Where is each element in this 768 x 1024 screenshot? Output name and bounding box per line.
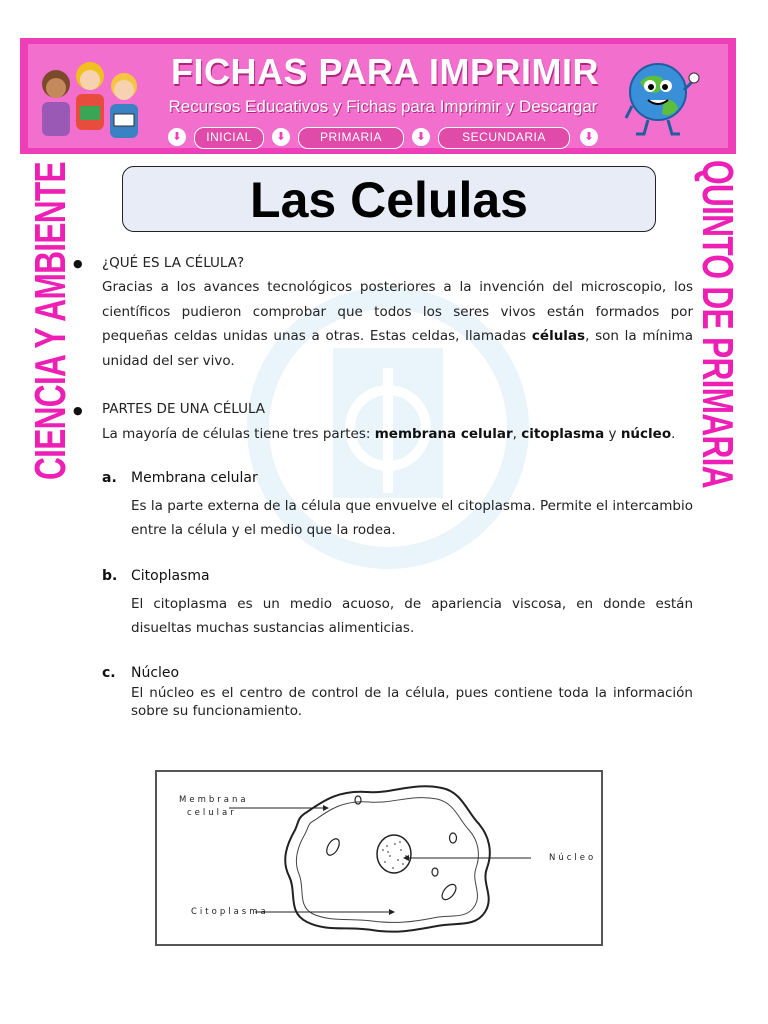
- item-c-title: Núcleo: [131, 665, 180, 681]
- bullet-icon: ●: [73, 404, 83, 417]
- bullet-icon: ●: [73, 257, 83, 270]
- section1-text: Gracias a los avances tecnológicos posteriores a la invención del microscopio, los científicos pudieron comprobar que todos los seres vivos están formados por pequeñas celdas unidas unas a otras. Estas celdas, llamadas: [102, 279, 693, 344]
- keyword-celulas: células: [531, 328, 586, 344]
- grade-label: QUINTO DE PRIMARIA: [693, 160, 742, 488]
- title-box: [122, 166, 656, 232]
- section1-text-end: , son la mínima unidad del ser vivo.: [102, 328, 693, 369]
- cell-diagram: [155, 770, 603, 946]
- nav-primaria[interactable]: PRIMARIA: [298, 127, 404, 149]
- separator-text: ,: [512, 426, 522, 442]
- globe-mascot-illustration: [622, 56, 702, 142]
- item-c-text: El núcleo es el centro de control de la célula, pues contiene toda la información sobre su funcionamiento.: [131, 685, 693, 719]
- item-a-title: Membrana celular: [131, 470, 258, 486]
- banner-title: FICHAS PARA IMPRIMIR: [171, 51, 599, 92]
- keyword-membrana: membrana celular: [374, 426, 513, 442]
- arrow-down-icon: ⬇: [412, 128, 430, 146]
- keyword-nucleo: núcleo: [620, 426, 672, 442]
- item-b-letter: b.: [102, 568, 118, 584]
- children-reading-illustration: [28, 54, 148, 148]
- conjunction-text: y: [604, 426, 621, 442]
- section2-intro-text: La mayoría de células tiene tres partes:: [102, 426, 375, 442]
- section2-heading: PARTES DE UNA CÉLULA: [102, 401, 266, 417]
- arrow-down-icon: ⬇: [272, 128, 290, 146]
- page-title: Las Celulas: [250, 172, 528, 228]
- period-text: .: [671, 426, 676, 442]
- item-a-letter: a.: [102, 470, 117, 486]
- label-cytoplasm: Citoplasma: [191, 907, 269, 917]
- label-membrane-line1: Membrana: [179, 795, 249, 805]
- item-c-letter: c.: [102, 665, 116, 681]
- label-nucleus: Núcleo: [549, 853, 597, 863]
- subject-label: CIENCIA Y AMBIENTE: [26, 162, 75, 481]
- arrow-down-icon: ⬇: [168, 128, 186, 146]
- section1-paragraph: [102, 275, 693, 373]
- keyword-citoplasma: citoplasma: [521, 426, 605, 442]
- item-a-text: Es la parte externa de la célula que envuelve el citoplasma. Permite el intercambio entre la célula y el medio que la rodea.: [131, 498, 693, 538]
- side-label-subject: [26, 160, 82, 480]
- arrow-down-icon: ⬇: [580, 128, 598, 146]
- banner-subtitle: Recursos Educativos y Fichas para Imprimir y Descargar: [168, 97, 598, 116]
- item-b-text: El citoplasma es un medio acuoso, de apariencia viscosa, en donde están disueltas muchas sustancias alimenticias.: [131, 596, 693, 636]
- item-b-title: Citoplasma: [131, 568, 210, 584]
- section2-intro: [102, 422, 702, 446]
- label-membrane-line2: celular: [187, 808, 237, 818]
- section1-heading: ¿QUÉ ES LA CÉLULA?: [102, 255, 245, 271]
- nav-inicial[interactable]: INICIAL: [194, 127, 264, 149]
- nav-secundaria[interactable]: SECUNDARIA: [438, 127, 570, 149]
